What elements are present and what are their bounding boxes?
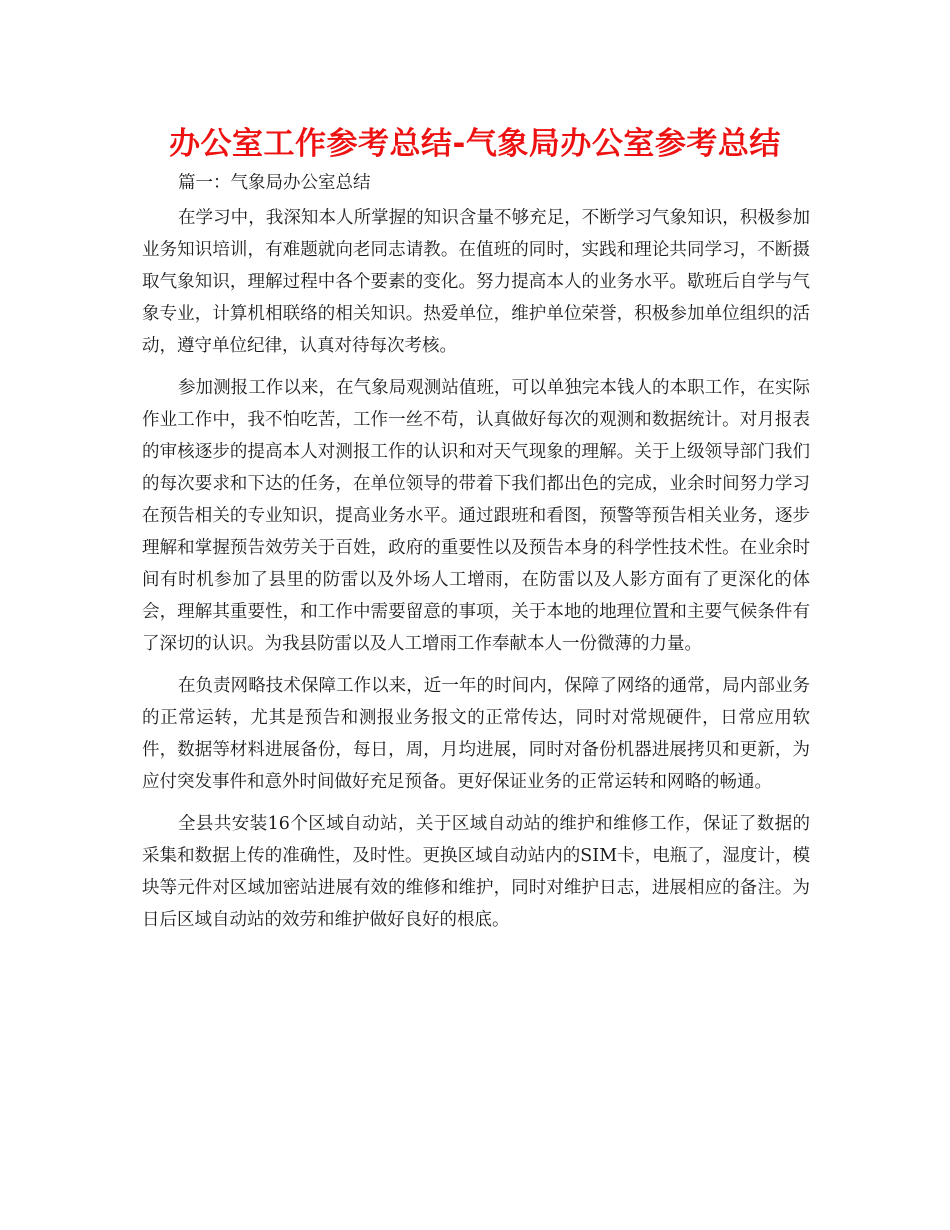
paragraph-observation: 参加测报工作以来，在气象局观测站值班，可以单独完本钱人的本职工作，在实际作业工作中，我不怕吃苦，工作一丝不苟，认真做好每次的观测和数据统计。对月报表的审核逐步的提高本人对测报工作的认识和对天气现象的理解。关于上级领导部门我们的每次要求和下达的任务，在单位领导的带着下我们都出色的完成，业余时间努力学习在预告相关的专业知识，提高业务水平。通过跟班和看图，预警等预告相关业务，逐步理解和掌握预告效劳关于百姓，政府的重要性以及预告本身的科学性技术性。在业余时间有时机参加了县里的防雷以及外场人工增雨，在防雷以及人影方面有了更深化的体会，理解其重要性，和工作中需要留意的事项，关于本地的地理位置和主要气候条件有了深切的认识。为我县防雷以及人工增雨工作奉献本人一份微薄的力量。 [142, 378, 810, 654]
paragraph-auto-stations: 全县共安装16个区域自动站，关于区域自动站的维护和维修工作，保证了数据的采集和数据上传的准确性，及时性。更换区域自动站内的SIM卡，电瓶了，湿度计，模块等元件对区域加密站进展有效的维修和维护，同时对维护日志，进展相应的备注。为日后区域自动站的效劳和维护做好良好的根底。 [142, 814, 810, 930]
paragraph-study: 在学习中，我深知本人所掌握的知识含量不够充足，不断学习气象知识，积极参加业务知识培训，有难题就向老同志请教。在值班的同时，实践和理论共同学习，不断摄取气象知识，理解过程中各个要素的变化。努力提高本人的业务水平。歇班后自学与气象专业，计算机相联络的相关知识。热爱单位，维护单位荣誉，积极参加单位组织的活动，遵守单位纪律，认真对待每次考核。 [142, 208, 810, 356]
document-title: 办公室工作参考总结-气象局办公室参考总结 [169, 126, 781, 162]
section-heading: 篇一：气象局办公室总结 [178, 173, 371, 193]
paragraph-network: 在负责网略技术保障工作以来，近一年的时间内，保障了网络的通常，局内部业务的正常运转，尤其是预告和测报业务报文的正常传达，同时对常规硬件，日常应用软件，数据等材料进展备份，每日，周，月均进展，同时对备份机器进展拷贝和更新，为应付突发事件和意外时间做好充足预备。更好保证业务的正常运转和网略的畅通。 [142, 676, 810, 792]
document-body [142, 168, 810, 936]
